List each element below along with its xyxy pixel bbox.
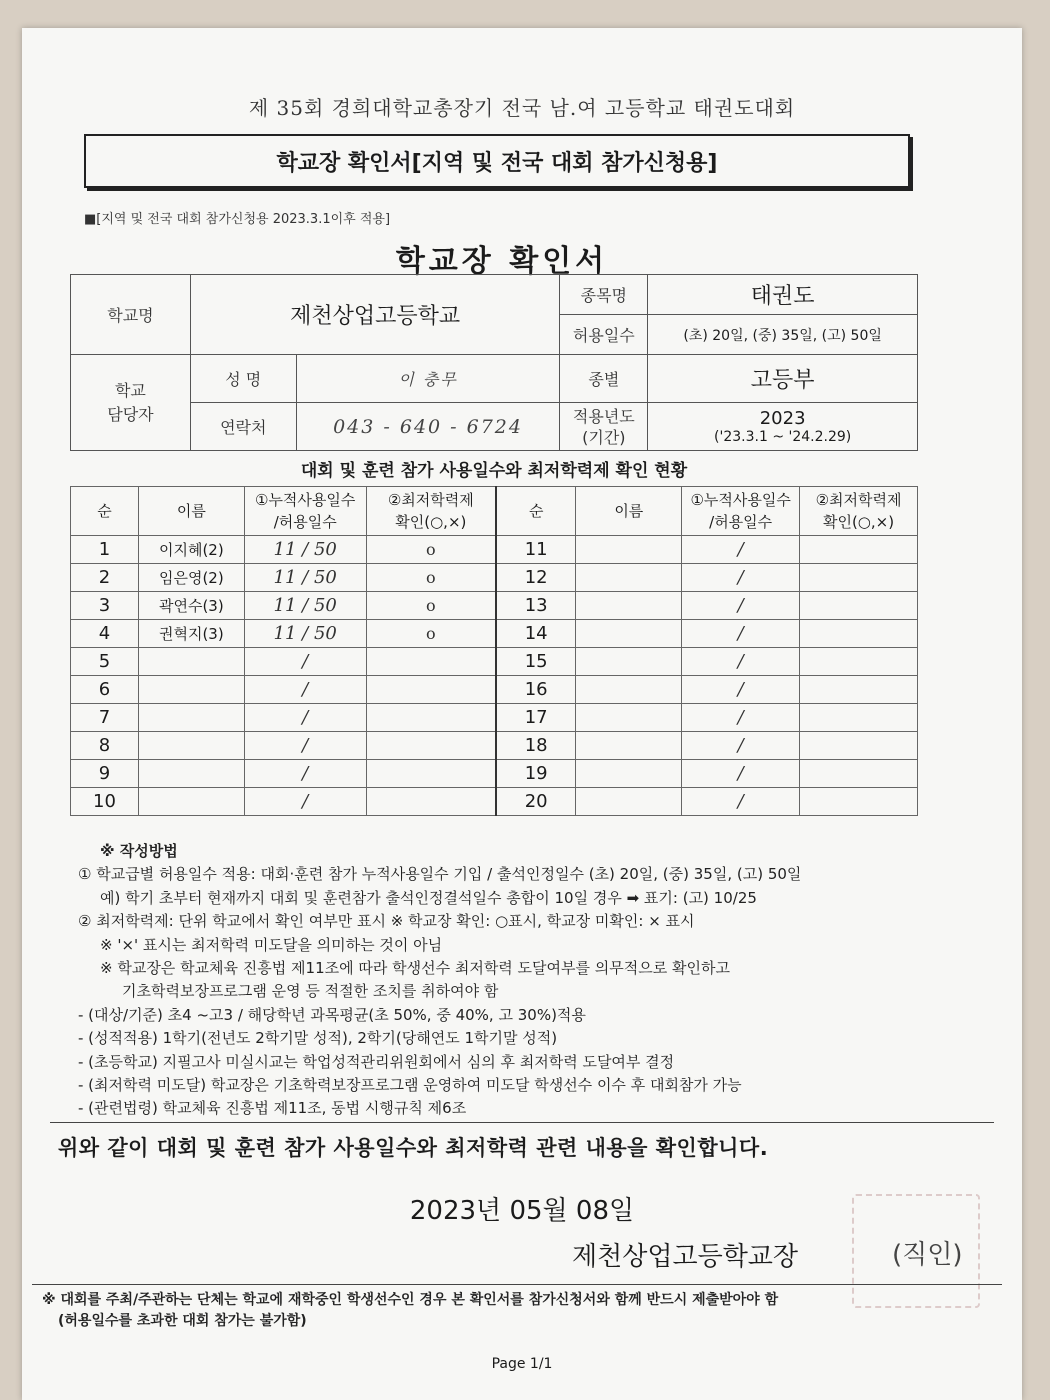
- row-number: 15: [496, 648, 576, 676]
- used-days: /: [244, 732, 366, 760]
- phone-value: 043 - 640 - 6724: [296, 403, 560, 451]
- header-days-right: ①누적사용일수 /허용일수: [682, 487, 800, 536]
- header-check: ②최저학력제 확인(○,×): [366, 487, 496, 536]
- table-row: [71, 536, 918, 564]
- row-number: 13: [496, 592, 576, 620]
- year-value: 2023: [759, 408, 806, 429]
- table-row: [71, 676, 918, 704]
- row-number: 19: [496, 760, 576, 788]
- document-page: [22, 28, 1022, 1400]
- table-row: [71, 760, 918, 788]
- phone-label: 연락처: [190, 403, 296, 451]
- min-academic-check: [800, 704, 918, 732]
- row-number: 10: [71, 788, 139, 816]
- min-academic-check: [366, 732, 496, 760]
- info-table: [70, 274, 918, 451]
- guide-line: ※ 작성방법: [100, 842, 178, 860]
- table-row: [71, 788, 918, 816]
- allowed-days-label: 허용일수: [560, 315, 648, 355]
- min-academic-check: [800, 592, 918, 620]
- min-academic-check: [800, 732, 918, 760]
- table-row: [71, 648, 918, 676]
- used-days: 11 / 50: [244, 592, 366, 620]
- student-name: 곽연수(3): [138, 592, 244, 620]
- min-academic-check: [366, 760, 496, 788]
- student-name: [138, 704, 244, 732]
- student-name: [138, 760, 244, 788]
- row-number: 12: [496, 564, 576, 592]
- form-note: ■[지역 및 전국 대회 참가신청용 2023.3.1이후 적용]: [84, 212, 391, 227]
- row-number: 14: [496, 620, 576, 648]
- row-number: 17: [496, 704, 576, 732]
- year-label: 적용년도 (기간): [560, 403, 648, 451]
- school-label: 학교명: [71, 275, 191, 355]
- contact-name-value: 이 충무: [296, 355, 560, 403]
- footnote-line: (허용일수를 초과한 대회 참가는 불가함): [58, 1313, 307, 1329]
- row-number: 16: [496, 676, 576, 704]
- student-name: 이지혜(2): [138, 536, 244, 564]
- participation-table: [70, 486, 918, 816]
- used-days: /: [244, 676, 366, 704]
- name-label: 성 명: [190, 355, 296, 403]
- student-name: [576, 704, 682, 732]
- used-days: /: [682, 564, 800, 592]
- used-days: /: [244, 788, 366, 816]
- used-days: /: [244, 760, 366, 788]
- used-days: /: [682, 592, 800, 620]
- guide-line: - (성적적용) 1학기(전년도 2학기말 성적), 2학기(당해연도 1학기말 성적): [78, 1029, 558, 1048]
- header-name-right: 이름: [576, 487, 682, 536]
- min-academic-check: [800, 788, 918, 816]
- min-academic-check: [800, 620, 918, 648]
- student-name: 권혁지(3): [138, 620, 244, 648]
- student-name: 임은영(2): [138, 564, 244, 592]
- principal-name: 제천상업고등학교장: [572, 1242, 799, 1272]
- min-academic-check: o: [366, 620, 496, 648]
- student-name: [576, 648, 682, 676]
- row-number: 20: [496, 788, 576, 816]
- student-name: [138, 732, 244, 760]
- form-title-box: [84, 134, 910, 188]
- signing-date: 2023년 05월 08일: [409, 1196, 635, 1226]
- student-name: [138, 676, 244, 704]
- allowed-days-value: (초) 20일, (중) 35일, (고) 50일: [648, 315, 918, 355]
- guide-line: ※ '×' 표시는 최저학력 미도달을 의미하는 것이 아님: [100, 935, 443, 954]
- guide-line: ① 학교급별 허용일수 적용: 대회·훈련 참가 누적사용일수 기입 / 출석인정일수 (초) 20일, (중) 35일, (고) 50일: [78, 865, 802, 884]
- contact-label: 학교 담당자: [71, 355, 191, 451]
- row-number: 2: [71, 564, 139, 592]
- guide-line: - (초등학교) 지필고사 미실시교는 학업성적관리위원회에서 심의 후 최저학력 도달여부 결정: [78, 1052, 675, 1071]
- guide-line: 기초학력보장프로그램 운영 등 적절한 조치를 취하여야 함: [122, 982, 499, 1001]
- used-days: /: [682, 648, 800, 676]
- used-days: /: [682, 704, 800, 732]
- school-value: 제천상업고등학교: [190, 275, 560, 355]
- row-number: 11: [496, 536, 576, 564]
- used-days: /: [682, 788, 800, 816]
- footnote: [42, 1290, 1002, 1332]
- year-cell: [648, 403, 918, 451]
- used-days: /: [682, 676, 800, 704]
- row-number: 7: [71, 704, 139, 732]
- writing-guide: [78, 840, 978, 1121]
- used-days: 11 / 50: [244, 564, 366, 592]
- footer-divider: [32, 1284, 1002, 1285]
- used-days: /: [682, 760, 800, 788]
- event-title: 제 35회 경희대학교총장기 전국 남.여 고등학교 태권도대회: [248, 96, 796, 120]
- used-days: /: [682, 620, 800, 648]
- guide-line: - (대상/기준) 초4 ~고3 / 해당학년 과목평균(초 50%, 중 40%, 고 30%)적용: [78, 1005, 586, 1024]
- document-title: 학교장 확인서: [395, 244, 609, 279]
- used-days: /: [244, 648, 366, 676]
- student-name: [576, 536, 682, 564]
- used-days: 11 / 50: [244, 536, 366, 564]
- min-academic-check: o: [366, 592, 496, 620]
- table-row: [71, 564, 918, 592]
- min-academic-check: [366, 676, 496, 704]
- header-no-right: 순: [496, 487, 576, 536]
- student-name: [576, 676, 682, 704]
- table-row: [71, 620, 918, 648]
- used-days: 11 / 50: [244, 620, 366, 648]
- divider-line: [50, 1122, 994, 1123]
- table-row: [71, 704, 918, 732]
- form-title: 학교장 확인서[지역 및 전국 대회 참가신청용]: [276, 150, 718, 176]
- used-days: /: [244, 704, 366, 732]
- student-name: [576, 620, 682, 648]
- min-academic-check: [800, 676, 918, 704]
- student-name: [576, 564, 682, 592]
- sport-value: 태권도: [648, 275, 918, 315]
- guide-line: ※ 학교장은 학교체육 진흥법 제11조에 따라 학생선수 최저학력 도달여부를 의무적으로 확인하고: [100, 959, 730, 978]
- header-days: ①누적사용일수 /허용일수: [244, 487, 366, 536]
- table-row: [71, 732, 918, 760]
- table-title: 대회 및 훈련 참가 사용일수와 최저학력제 확인 현황: [300, 461, 688, 481]
- row-number: 5: [71, 648, 139, 676]
- min-academic-check: o: [366, 536, 496, 564]
- min-academic-check: [366, 704, 496, 732]
- student-name: [576, 760, 682, 788]
- row-number: 9: [71, 760, 139, 788]
- row-number: 3: [71, 592, 139, 620]
- row-number: 8: [71, 732, 139, 760]
- row-number: 4: [71, 620, 139, 648]
- page-number: Page 1/1: [491, 1356, 553, 1372]
- row-number: 1: [71, 536, 139, 564]
- guide-line: - (관련법령) 학교체육 진흥법 제11조, 동법 시행규칙 제6조: [78, 1099, 467, 1118]
- guide-line: - (최저학력 미도달) 학교장은 기초학력보장프로그램 운영하여 미도달 학생선수 이수 후 대회참가 가능: [78, 1076, 742, 1095]
- table-row: [71, 592, 918, 620]
- category-value: 고등부: [648, 355, 918, 403]
- min-academic-check: [800, 760, 918, 788]
- year-period: ('23.3.1 ~ '24.2.29): [714, 429, 852, 445]
- student-name: [576, 788, 682, 816]
- header-name: 이름: [138, 487, 244, 536]
- min-academic-check: o: [366, 564, 496, 592]
- guide-line: ② 최저학력제: 단위 학교에서 확인 여부만 표시 ※ 학교장 확인: ○표시, 학교장 미확인: × 표시: [78, 912, 695, 931]
- min-academic-check: [800, 648, 918, 676]
- student-name: [138, 648, 244, 676]
- row-number: 6: [71, 676, 139, 704]
- min-academic-check: [800, 564, 918, 592]
- student-name: [576, 592, 682, 620]
- header-check-right: ②최저학력제 확인(○,×): [800, 487, 918, 536]
- used-days: /: [682, 732, 800, 760]
- min-academic-check: [800, 536, 918, 564]
- category-label: 종별: [560, 355, 648, 403]
- used-days: /: [682, 536, 800, 564]
- seal-label: (직인): [892, 1240, 963, 1270]
- header-no: 순: [71, 487, 139, 536]
- confirmation-statement: 위와 같이 대회 및 훈련 참가 사용일수와 최저학력 관련 내용을 확인합니다.: [58, 1136, 769, 1160]
- guide-line: 예) 학기 초부터 현재까지 대회 및 훈련참가 출석인정결석일수 총합이 10일 경우 ➡ 표기: (고) 10/25: [100, 888, 757, 907]
- student-name: [138, 788, 244, 816]
- row-number: 18: [496, 732, 576, 760]
- min-academic-check: [366, 648, 496, 676]
- footnote-line: ※ 대회를 주최/주관하는 단체는 학교에 재학중인 학생선수인 경우 본 확인서를 참가신청서와 함께 반드시 제출받아야 함: [42, 1292, 779, 1308]
- min-academic-check: [366, 788, 496, 816]
- student-name: [576, 732, 682, 760]
- sport-label: 종목명: [560, 275, 648, 315]
